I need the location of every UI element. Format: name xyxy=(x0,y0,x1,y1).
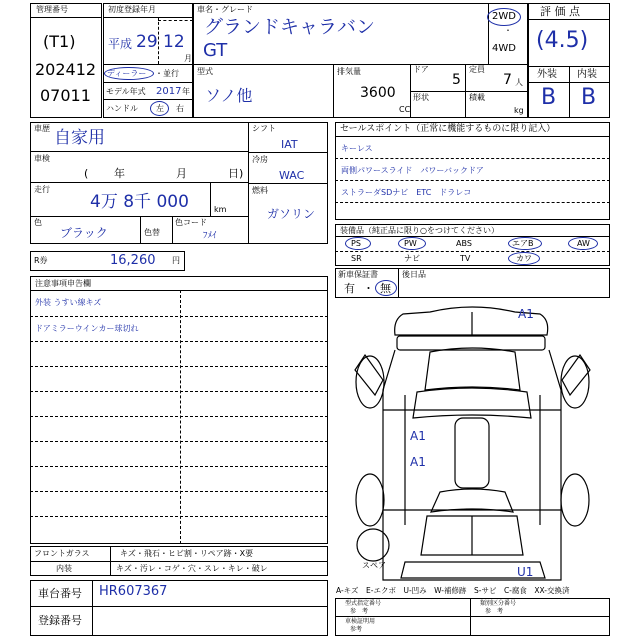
ext-label: 外装 xyxy=(537,69,557,80)
sales-point-2: 両側パワースライド パワーバックドア xyxy=(341,166,484,175)
mileage-label: 走行 xyxy=(34,185,50,194)
reg-month: 12 xyxy=(163,32,185,52)
drive-dot: ・ xyxy=(504,26,512,35)
model-year-label: モデル年式 xyxy=(106,87,146,96)
car-name: グランドキャラバン xyxy=(204,16,376,38)
model-number-ref: 参 考 xyxy=(350,608,369,615)
reg-year: 29 xyxy=(136,32,158,52)
car-label: 車名・グレード xyxy=(197,5,253,14)
model-number-label: 型式指定番号 xyxy=(345,600,382,607)
load-unit: kg xyxy=(514,106,524,115)
equip-abs[interactable]: ABS xyxy=(456,239,472,248)
recycle-box xyxy=(30,251,185,271)
equip-aw[interactable]: AW xyxy=(577,239,590,248)
car-grade: GT xyxy=(203,40,228,61)
reg-label: 初度登録年月 xyxy=(108,5,156,14)
handle-left[interactable]: 左 xyxy=(156,104,164,113)
cert-ref: 参考 xyxy=(350,626,363,633)
interior-label: 内装 xyxy=(56,564,72,573)
displacement-label: 排気量 xyxy=(337,67,361,76)
chassis-label: 車台番号 xyxy=(38,587,82,600)
recycle-unit: 円 xyxy=(172,256,180,265)
eval-score: (4.5) xyxy=(536,28,589,53)
front-glass-value: キズ・飛石・ヒビ割・リペア跡・X要 xyxy=(120,549,254,558)
use-value: 自家用 xyxy=(54,128,105,148)
class-number-label: 類別区分番号 xyxy=(480,600,517,607)
drive-2wd[interactable]: 2WD xyxy=(492,11,516,22)
mgmt-number-2: 07011 xyxy=(40,86,91,105)
inspection-paren: ( xyxy=(84,167,89,180)
equip-leather[interactable]: カワ xyxy=(516,254,532,263)
displacement: 3600 xyxy=(360,85,396,101)
equip-airbag[interactable]: エアB xyxy=(512,239,534,248)
handle-right[interactable]: 右 xyxy=(176,104,184,113)
front-glass-label: フロントガラス xyxy=(34,549,90,558)
shape-label: 形状 xyxy=(413,93,429,102)
legend-text: A-キズ E-エクボ U-凹み W-補修跡 S-サビ C-腐食 XX-交換済 xyxy=(336,586,570,595)
sales-label: セールスポイント（正常に機能するものに限り記入） xyxy=(340,124,556,134)
use-label: 車歴 xyxy=(34,124,50,133)
equip-ps[interactable]: PS xyxy=(351,239,361,248)
fuel-label: 燃料 xyxy=(252,186,268,195)
color-code: ﾌﾒｲ xyxy=(203,231,217,241)
history-label: 後日品 xyxy=(402,270,426,279)
color-label: 色 xyxy=(34,218,42,227)
recycle: 16,260 xyxy=(110,253,156,268)
recycle-label: R券 xyxy=(34,256,48,265)
car-type: ソノ他 xyxy=(205,86,253,105)
doors: 5 xyxy=(452,72,461,88)
damage-mark-4: U1 xyxy=(517,565,534,579)
eval-exterior: B xyxy=(541,85,557,110)
shift: IAT xyxy=(281,138,298,151)
class-number-ref: 参 考 xyxy=(485,608,504,615)
guarantee-yes[interactable]: 有 xyxy=(344,282,355,295)
displacement-unit: CC xyxy=(399,105,411,114)
interior-value: キズ・汚レ・コゲ・穴・スレ・キレ・破レ xyxy=(116,564,268,573)
spare-label: スペア xyxy=(362,561,386,570)
damage-mark-2: A1 xyxy=(410,429,426,443)
equip-pw[interactable]: PW xyxy=(404,239,417,248)
guarantee-label: 新車保証書 xyxy=(338,270,378,279)
remark-2: ドアミラーウインカー球切れ xyxy=(35,324,139,333)
equip-navi[interactable]: ナビ xyxy=(404,254,420,263)
car-damage-diagram xyxy=(335,300,610,582)
sales-point-3: ストラーダSDナビ ETC ドラレコ xyxy=(341,188,472,197)
shift-label: シフト xyxy=(252,124,276,133)
model-year-unit: 年 xyxy=(182,87,190,96)
mgmt-type: (T1) xyxy=(43,32,76,51)
color-code-label: 色コード xyxy=(175,218,207,227)
mileage: 4万 8千 000 xyxy=(90,192,189,212)
reg-dot: ・ xyxy=(155,69,163,78)
int-label: 内装 xyxy=(577,69,597,80)
eval-interior: B xyxy=(581,85,597,110)
remarks-label: 注意事項申告欄 xyxy=(35,279,91,288)
inspection-month: 月 xyxy=(176,167,187,180)
equip-sr[interactable]: SR xyxy=(351,254,362,263)
model-year: 2017 xyxy=(156,86,182,97)
equip-tv[interactable]: TV xyxy=(460,254,471,263)
drive-4wd[interactable]: 4WD xyxy=(492,43,516,54)
ac: WAC xyxy=(279,169,305,182)
capacity-label: 定員 xyxy=(469,65,485,74)
capacity-unit: 人 xyxy=(515,78,523,87)
inspection-label: 車検 xyxy=(34,154,50,163)
inspection-day: 日) xyxy=(228,167,244,180)
cert-label: 車検証明用 xyxy=(345,618,376,625)
damage-mark-1: A1 xyxy=(518,307,534,321)
door-label: ドア xyxy=(413,65,429,74)
color-change: 色替 xyxy=(144,228,160,237)
inspection-year: 年 xyxy=(114,167,125,180)
mileage-unit: km xyxy=(214,205,227,214)
reg-parallel[interactable]: 並行 xyxy=(163,69,179,78)
fuel: ガソリン xyxy=(267,207,316,221)
sales-point-1: キーレス xyxy=(341,144,373,153)
reg-no-label: 登録番号 xyxy=(38,614,82,627)
capacity: 7 xyxy=(503,72,512,88)
remark-1: 外装 うすい線キズ xyxy=(35,298,102,307)
guarantee-no[interactable]: 無 xyxy=(380,282,391,295)
load-label: 積載 xyxy=(469,93,485,102)
ac-label: 冷房 xyxy=(252,155,268,164)
reg-era: 平成 xyxy=(108,37,133,51)
eval-label: 評 価 点 xyxy=(540,5,580,18)
equip-label: 装備品（純正品に限り○をつけてください） xyxy=(340,226,499,235)
color: ブラック xyxy=(60,226,108,240)
reg-month-unit: 月 xyxy=(184,54,192,63)
damage-mark-3: A1 xyxy=(410,455,426,469)
chassis-number: HR607367 xyxy=(99,584,168,599)
handle-label: ハンドル xyxy=(106,104,138,113)
guarantee-dot: ・ xyxy=(363,282,374,295)
reg-dealer[interactable]: ディーラー xyxy=(107,69,147,78)
mgmt-label: 管理番号 xyxy=(36,5,68,14)
car-type-label: 型式 xyxy=(197,67,213,76)
mgmt-number-1: 202412 xyxy=(35,60,97,79)
